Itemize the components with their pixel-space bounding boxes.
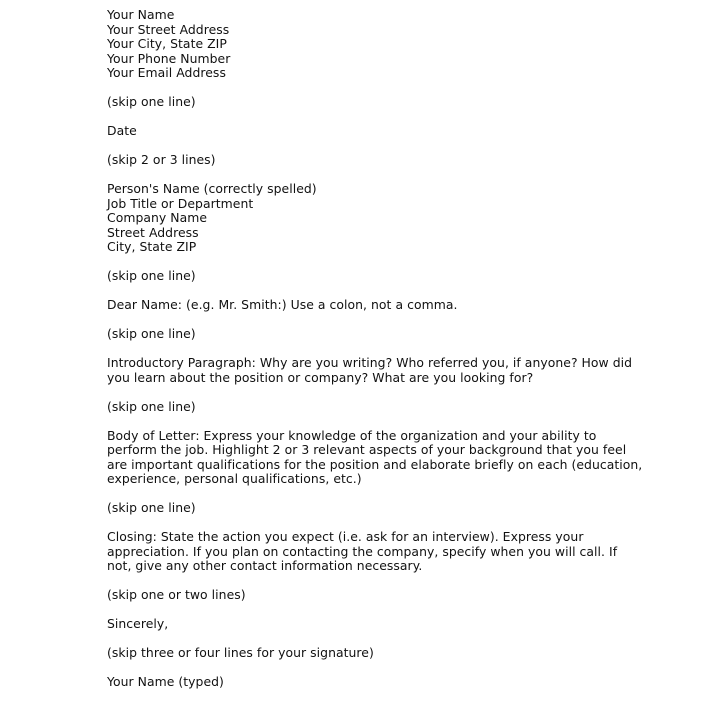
blank-line	[107, 487, 627, 502]
sender-city-state-zip: Your City, State ZIP	[107, 36, 227, 51]
paragraph-line: perform the job. Highlight 2 or 3 relevant aspects of your background that you feel	[107, 442, 627, 457]
blank-line	[107, 168, 627, 183]
blank-line	[107, 255, 627, 270]
blank-line	[107, 139, 627, 154]
recipient-street: Street Address	[107, 224, 199, 240]
blank-line	[107, 385, 627, 400]
salutation-line: Dear Name: (e.g. Mr. Smith:) Use a colon, not a comma.	[107, 297, 458, 312]
blank-line	[107, 284, 627, 299]
blank-line	[107, 603, 627, 618]
blank-line	[107, 342, 627, 357]
recipient-city-state-zip: City, State ZIP	[107, 239, 197, 254]
blank-line	[107, 110, 627, 125]
sender-phone: Your Phone Number	[107, 50, 231, 66]
recipient-name: Person's Name (correctly spelled)	[107, 181, 317, 196]
blank-line	[107, 516, 627, 531]
recipient-title: Job Title or Department	[107, 195, 254, 211]
blank-line	[107, 632, 627, 647]
blank-line	[107, 313, 627, 328]
skip-note: (skip 2 or 3 lines)	[107, 152, 216, 167]
paragraph-line: experience, personal qualifications, etc.)	[107, 471, 362, 486]
paragraph-line: not, give any other contact information necessary.	[107, 558, 423, 573]
sender-email: Your Email Address	[107, 65, 226, 80]
blank-line	[107, 81, 627, 96]
cover-letter-template	[107, 7, 643, 690]
sender-street: Your Street Address	[107, 21, 230, 37]
body-paragraph	[107, 427, 643, 487]
skip-note: (skip one line)	[107, 398, 196, 414]
skip-note: (skip one line)	[107, 94, 196, 109]
recipient-address-block	[107, 182, 627, 255]
paragraph-line: you learn about the position or company? What are you looking for?	[107, 369, 534, 385]
sender-name: Your Name	[107, 7, 175, 22]
closing-paragraph	[107, 530, 627, 574]
date-line: Date	[107, 123, 137, 138]
typed-name: Your Name (typed)	[107, 674, 224, 689]
blank-line	[107, 661, 627, 676]
paragraph-line: Introductory Paragraph: Why are you writing? Who referred you, if anyone? How did	[107, 355, 633, 370]
intro-paragraph	[107, 355, 633, 385]
paragraph-line: Body of Letter: Express your knowledge of the organization and your ability to	[107, 427, 597, 443]
paragraph-line: are important qualifications for the position and elaborate briefly on each (education,	[107, 456, 643, 472]
paragraph-line: Closing: State the action you expect (i.e. ask for an interview). Express your	[107, 529, 584, 544]
skip-note: (skip one line)	[107, 268, 196, 283]
sender-address-block	[107, 8, 627, 81]
recipient-company: Company Name	[107, 210, 208, 225]
blank-line	[107, 574, 627, 589]
valediction: Sincerely,	[107, 616, 169, 631]
paragraph-line: appreciation. If you plan on contacting the company, specify when you will call. If	[107, 543, 618, 559]
blank-line	[107, 414, 627, 429]
skip-note: (skip one line)	[107, 326, 196, 341]
skip-note: (skip three or four lines for your signature)	[107, 645, 374, 660]
skip-note: (skip one line)	[107, 500, 196, 515]
skip-note: (skip one or two lines)	[107, 587, 246, 602]
